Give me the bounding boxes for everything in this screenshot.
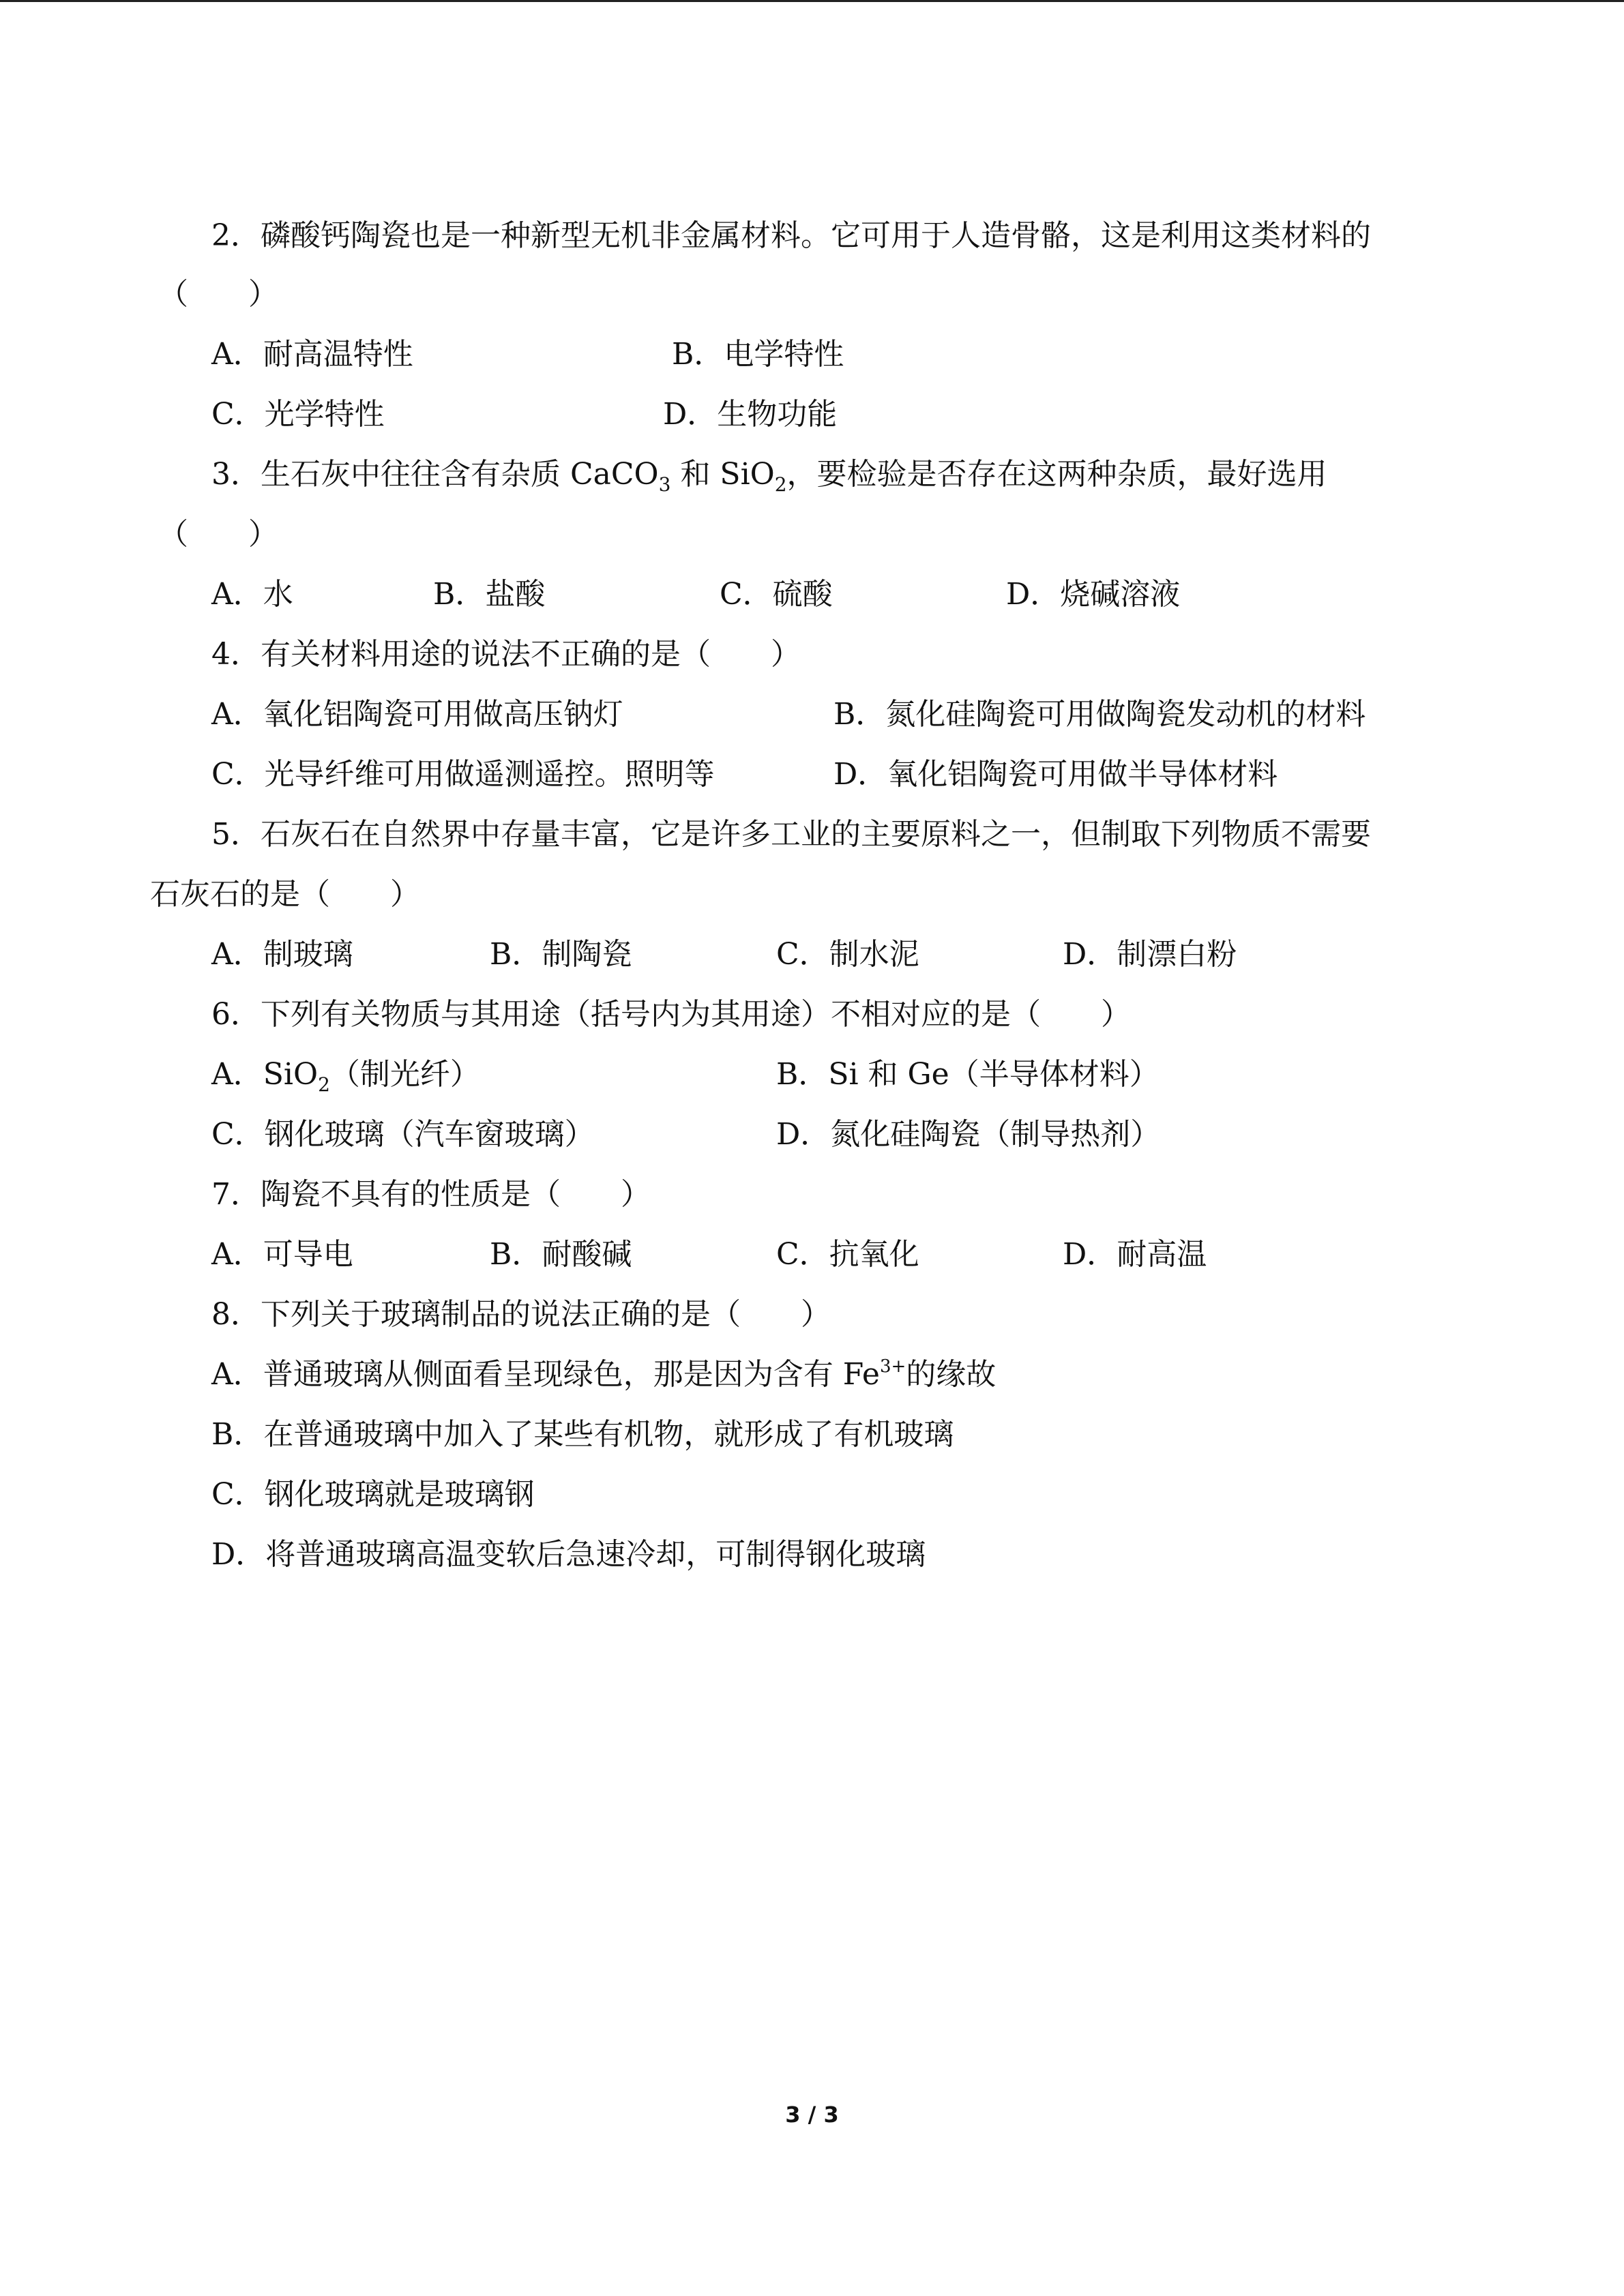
q2-option-c: C．光学特性 [211, 397, 385, 432]
q7-option-a: A．可导电 [211, 1237, 353, 1272]
q3-stem-part1: 3．生石灰中往往含有杂质 CaCO [211, 457, 659, 492]
q6-option-a-part2: （制光纤） [329, 1057, 480, 1092]
q5-option-b: B．制陶瓷 [490, 937, 632, 972]
q6-option-b: B．Si 和 Ge（半导体材料） [776, 1057, 1160, 1092]
q7-option-c: C．抗氧化 [776, 1237, 919, 1272]
q3-option-b: B．盐酸 [433, 577, 546, 612]
q6-option-a [211, 1054, 480, 1095]
q2-option-d: D．生物功能 [663, 397, 838, 432]
q8-stem: 8．下列关于玻璃制品的说法正确的是（ ） [211, 1297, 831, 1332]
q4-stem: 4．有关材料用途的说法不正确的是（ ） [211, 637, 801, 672]
q4-option-c: C．光导纤维可用做遥测遥控。照明等 [211, 757, 715, 792]
q6-option-d: D．氮化硅陶瓷（制导热剂） [776, 1117, 1161, 1152]
q2-option-b: B．电学特性 [672, 337, 844, 372]
top-border-rule [0, 0, 1624, 2]
q2-stem: 2．磷酸钙陶瓷也是一种新型无机非金属材料。它可用于人造骨骼，这是利用这类材料的 [211, 218, 1371, 253]
q3-paren: （ ） [158, 517, 278, 552]
q8-option-a [211, 1354, 996, 1395]
q6-stem: 6．下列有关物质与其用途（括号内为其用途）不相对应的是（ ） [211, 997, 1131, 1032]
q3-stem-part2: 和 SiO [670, 457, 775, 492]
q8-option-a-part1: A．普通玻璃从侧面看呈现绿色，那是因为含有 Fe [211, 1357, 880, 1392]
q4-option-d: D．氧化铝陶瓷可用做半导体材料 [833, 757, 1278, 792]
q3-stem-sub1: 3 [658, 473, 671, 496]
q3-stem [211, 454, 1327, 495]
q7-stem: 7．陶瓷不具有的性质是（ ） [211, 1177, 651, 1212]
q6-option-a-part1: A．SiO [211, 1057, 319, 1092]
q8-option-a-sup: 3+ [879, 1356, 906, 1377]
q4-option-b: B．氮化硅陶瓷可用做陶瓷发动机的材料 [833, 697, 1366, 732]
q4-option-a: A．氧化铝陶瓷可用做高压钠灯 [211, 697, 623, 732]
q8-option-d: D．将普通玻璃高温变软后急速冷却，可制得钢化玻璃 [211, 1537, 926, 1572]
q3-stem-part3: ，要检验是否存在这两种杂质，最好选用 [786, 457, 1327, 492]
q7-option-b: B．耐酸碱 [490, 1237, 632, 1272]
q5-option-d: D．制漂白粉 [1063, 937, 1237, 972]
q3-option-a: A．水 [211, 577, 293, 612]
q8-option-c: C．钢化玻璃就是玻璃钢 [211, 1477, 535, 1512]
q6-option-c: C．钢化玻璃（汽车窗玻璃） [211, 1117, 595, 1152]
page-number: 3 / 3 [785, 2102, 839, 2128]
q5-option-c: C．制水泥 [776, 937, 919, 972]
q3-option-d: D．烧碱溶液 [1006, 577, 1181, 612]
q6-option-a-sub: 2 [318, 1073, 330, 1096]
q2-paren: （ ） [158, 277, 278, 312]
q8-option-a-part2: 的缘故 [906, 1357, 996, 1392]
q8-option-b: B．在普通玻璃中加入了某些有机物，就形成了有机玻璃 [211, 1417, 954, 1452]
q5-stem: 5．石灰石在自然界中存量丰富，它是许多工业的主要原料之一，但制取下列物质不需要 [211, 817, 1371, 852]
q5-option-a: A．制玻璃 [211, 937, 353, 972]
q3-option-c: C．硫酸 [720, 577, 833, 612]
q7-option-d: D．耐高温 [1063, 1237, 1207, 1272]
q3-stem-sub2: 2 [774, 473, 787, 496]
q5-stem-continued: 石灰石的是（ ） [150, 877, 420, 912]
q2-option-a: A．耐高温特性 [211, 337, 413, 372]
